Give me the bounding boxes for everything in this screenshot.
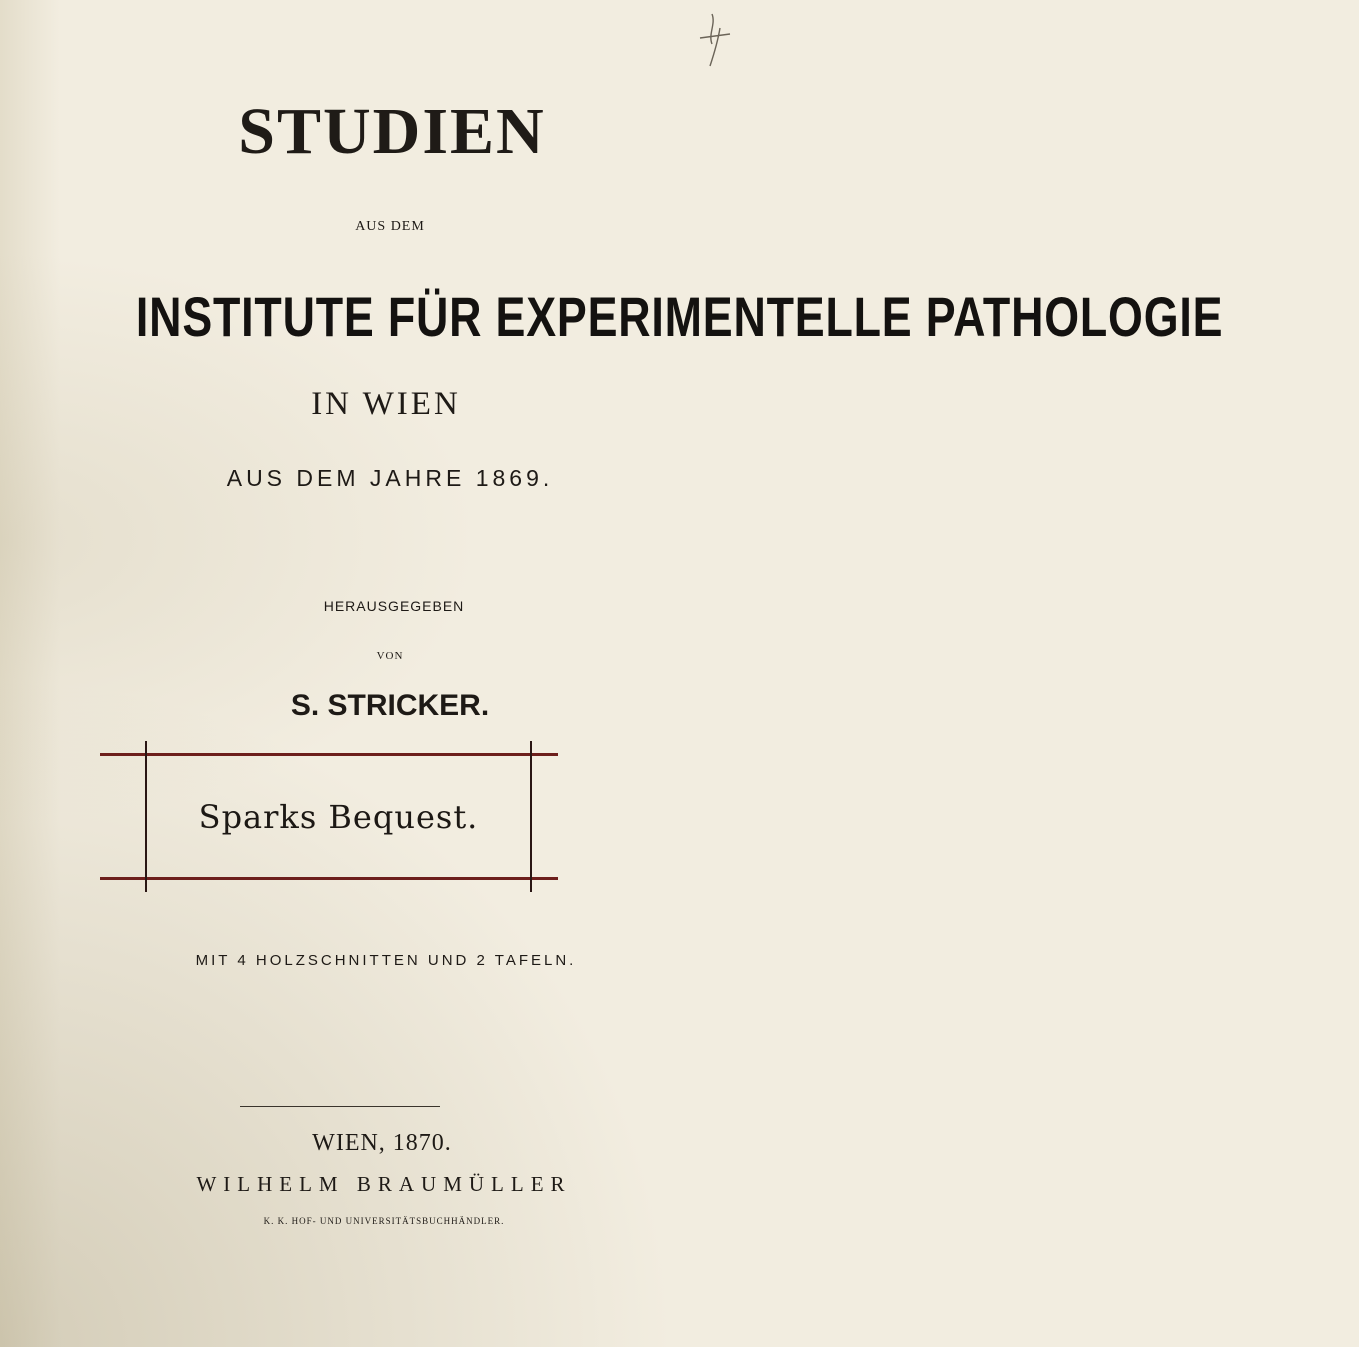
book-title: STUDIEN [238, 95, 546, 168]
von-label: VON [376, 650, 404, 662]
stamp-tick [530, 880, 532, 892]
imprint-place-year: WIEN, 1870. [312, 1130, 452, 1156]
institute-name [0, 282, 1224, 352]
editor-name: S. STRICKER. [290, 689, 490, 722]
institute-name-text: INSTITUTE FÜR EXPERIMENTELLE PATHOLOGIE [135, 285, 1224, 348]
city-line: IN WIEN [311, 386, 461, 422]
stamp-tick [145, 880, 147, 892]
stamp-tick [145, 741, 147, 753]
edited-by-label: HERAUSGEGEBEN [323, 598, 465, 614]
stamp-tick [530, 741, 532, 753]
bookplate-stamp [100, 733, 565, 933]
stamp-bottom-rule [100, 877, 558, 880]
stamp-right-rule [530, 753, 532, 880]
subtitle-prefix: AUS DEM [355, 219, 425, 234]
illustrations-note: MIT 4 HOLZSCHNITTEN UND 2 TAFELN. [195, 952, 577, 969]
publisher-title: K. K. HOF- UND UNIVERSITÄTSBUCHHÄNDLER. [263, 1216, 505, 1226]
publisher-name: WILHELM BRAUMÜLLER [196, 1172, 572, 1196]
pencil-mark-icon [690, 10, 740, 70]
year-line: AUS DEM JAHRE 1869. [226, 465, 554, 491]
bookplate-text: Sparks Bequest. [198, 797, 479, 836]
divider-rule [240, 1106, 440, 1107]
